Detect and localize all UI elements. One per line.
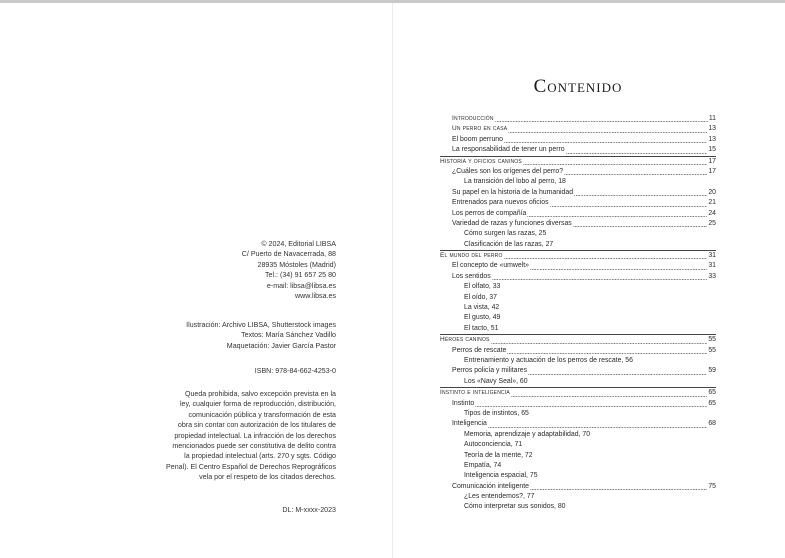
toc-leader-dots: [508, 132, 707, 133]
legal-line: mencionados puede ser constitutiva de delito contra: [172, 442, 336, 451]
toc-entry-page: 59: [708, 367, 716, 375]
toc-leader-dots: [511, 396, 707, 397]
toc-entry-label: Los sentidos: [452, 272, 491, 280]
toc-entry: [440, 229, 716, 239]
toc-leader-dots: [573, 226, 708, 227]
toc-entry-label: Perros policía y militares: [452, 367, 528, 375]
credit-line: Ilustración: Archivo LIBSA, Shutterstock images: [186, 321, 336, 329]
credit-line: Textos: María Sánchez Vadillo: [241, 331, 336, 340]
toc-entry-label: Un perro en casa: [452, 125, 508, 133]
publisher-line: C/ Puerto de Navacerrada, 88: [241, 250, 336, 259]
toc-leader-dots: [488, 427, 707, 428]
toc-entry-label: Instinto: [452, 399, 475, 407]
toc-entry-label: Cómo surgen las razas, 25: [464, 230, 547, 238]
toc-entry: [440, 303, 716, 313]
toc-entry-label: El concepto de «umwelt»: [452, 262, 529, 270]
toc-entry-label: ¿Cuáles son los orígenes del perro?: [452, 167, 564, 175]
toc-entry: [440, 272, 716, 282]
toc-entry-page: 25: [708, 219, 716, 227]
toc-entry-label: El gusto, 49: [464, 314, 501, 322]
toc-entry-label: Teoría de la mente, 72: [464, 451, 533, 459]
publisher-info: [140, 239, 336, 301]
toc-entry-label: Los «Navy Seal», 60: [464, 377, 528, 385]
page-gutter: [392, 3, 393, 558]
toc-leader-dots: [491, 343, 708, 344]
dl-line: DL: M-xxxx-2023: [282, 506, 336, 514]
toc-entry: [440, 440, 716, 450]
toc-entry: [440, 409, 716, 419]
toc-entry: [440, 209, 716, 219]
toc-entry-label: Entrenamiento y actuación de los perros de rescate, 56: [464, 356, 633, 364]
toc-leader-dots: [574, 195, 707, 196]
legal-notice: [140, 389, 336, 483]
toc-leader-dots: [475, 406, 707, 407]
toc-entry-page: 20: [708, 188, 716, 196]
toc-entry: [440, 471, 716, 481]
toc-entry: [440, 282, 716, 292]
toc-entry: [440, 451, 716, 461]
toc-entry-page: 21: [708, 199, 716, 207]
toc-entry: [440, 188, 716, 198]
toc-entry-label: La vista, 42: [464, 304, 500, 312]
toc-entry-label: Inteligencia: [452, 420, 487, 428]
toc-entry: [440, 377, 716, 387]
toc-entry-label: La transición del lobo al perro, 18: [464, 178, 566, 186]
toc-entry-label: Empatía, 74: [464, 461, 502, 469]
toc-entry-page: 17: [708, 167, 716, 175]
legal-line: Penal). El Centro Español de Derechos Reprográficos: [166, 462, 336, 471]
toc-entry-label: El tacto, 51: [464, 324, 499, 332]
toc-entry: [440, 334, 716, 345]
toc-entry: [440, 502, 716, 512]
toc-entry-page: 13: [708, 125, 716, 133]
toc-entry: [440, 356, 716, 366]
toc-entry: [440, 313, 716, 323]
toc-entry: [440, 293, 716, 303]
toc-leader-dots: [504, 142, 707, 143]
toc-entry: [440, 219, 716, 229]
table-of-contents: [440, 114, 716, 513]
legal-line: ley, cualquier forma de reproducción, distribución,: [179, 400, 336, 409]
toc-entry-page: 55: [708, 336, 716, 344]
toc-leader-dots: [492, 279, 708, 280]
toc-entry: [440, 482, 716, 492]
toc-entry-label: El olfato, 33: [464, 283, 501, 291]
publisher-line: © 2024, Editorial LIBSA: [261, 240, 336, 248]
toc-entry: [440, 124, 716, 134]
toc-entry-page: 31: [708, 262, 716, 270]
toc-leader-dots: [550, 206, 708, 207]
credits: [140, 320, 336, 351]
toc-entry: [440, 177, 716, 187]
toc-entry: [440, 250, 716, 261]
toc-leader-dots: [507, 353, 707, 354]
toc-leader-dots: [527, 216, 707, 217]
toc-entry: [440, 399, 716, 409]
toc-entry-label: Perros de rescate: [452, 346, 507, 354]
toc-entry: [440, 114, 716, 124]
publisher-line: Tel.: (34) 91 657 25 80: [265, 271, 336, 280]
toc-entry-label: Autoconciencia, 71: [464, 441, 523, 449]
isbn: [140, 366, 336, 376]
toc-leader-dots: [564, 174, 707, 175]
toc-entry-page: 33: [708, 272, 716, 280]
toc-entry: [440, 430, 716, 440]
toc-entry-label: Cómo interpretar sus sonidos, 80: [464, 503, 566, 511]
toc-entry-label: Tipos de instintos, 65: [464, 409, 529, 417]
toc-leader-dots: [530, 489, 707, 490]
legal-line: propiedad intelectual. La infracción de los derechos: [174, 431, 336, 440]
legal-line: obra sin contar con autorización de los titulares de: [177, 421, 336, 430]
toc-entry-page: 13: [708, 135, 716, 143]
toc-leader-dots: [504, 258, 708, 259]
legal-line: comunicación pública y transformación de esta: [188, 410, 336, 419]
legal-line: vela por el respeto de los citados derechos.: [199, 473, 336, 482]
toc-entry-label: El oído, 37: [464, 293, 497, 301]
toc-leader-dots: [566, 153, 708, 154]
toc-entry-label: Comunicación inteligente: [452, 482, 529, 490]
toc-title: Contenido: [533, 76, 623, 97]
toc-entry-label: Inteligencia espacial, 75: [464, 472, 538, 480]
toc-entry: [440, 461, 716, 471]
legal-line: la propiedad intelectual (arts. 270 y sgts. Código: [184, 452, 336, 461]
toc-entry-page: 24: [708, 209, 716, 217]
publisher-line: 28935 Móstoles (Madrid): [257, 260, 336, 269]
toc-entry: [440, 419, 716, 429]
toc-entry: [440, 167, 716, 177]
toc-entry-label: Memoria, aprendizaje y adaptabilidad, 70: [464, 430, 591, 438]
toc-entry-page: 31: [708, 252, 716, 260]
toc-entry: [440, 198, 716, 208]
credit-line: Maquetación: Javier García Pastor: [226, 341, 336, 350]
toc-leader-dots: [523, 164, 707, 165]
toc-leader-dots: [495, 121, 708, 122]
toc-entry: [440, 145, 716, 155]
toc-entry-label: Historia y oficios caninos: [440, 157, 522, 165]
toc-entry-label: Instinto e inteligencia: [440, 389, 510, 397]
toc-entry-label: Héroes caninos: [440, 336, 490, 344]
toc-entry-label: Los perros de compañía: [452, 209, 527, 217]
toc-entry-page: 75: [708, 482, 716, 490]
toc-entry-page: 68: [708, 420, 716, 428]
toc-entry-page: 15: [708, 146, 716, 154]
publisher-line: www.libsa.es: [295, 292, 336, 301]
toc-leader-dots: [530, 269, 707, 270]
toc-entry-label: Entrenados para nuevos oficios: [452, 199, 549, 207]
toc-entry: [440, 240, 716, 250]
toc-entry: [440, 135, 716, 145]
toc-entry-label: Clasificación de las razas, 27: [464, 240, 554, 248]
toc-entry-label: ¿Les entendemos?, 77: [464, 493, 535, 501]
publisher-line: e-mail: libsa@libsa.es: [266, 281, 336, 290]
toc-entry: [440, 492, 716, 502]
toc-entry-page: 55: [708, 346, 716, 354]
legal-line: Queda prohibida, salvo excepción prevista en la: [184, 390, 336, 398]
toc-entry-label: El boom perruno: [452, 135, 503, 143]
toc-entry: [440, 156, 716, 167]
toc-entry-page: 65: [708, 389, 716, 397]
toc-entry-label: Variedad de razas y funciones diversas: [452, 219, 572, 227]
toc-entry: [440, 346, 716, 356]
toc-entry: [440, 366, 716, 376]
toc-entry: [440, 324, 716, 334]
isbn-line: ISBN: 978-84-662-4253-0: [254, 367, 336, 375]
toc-entry: [440, 261, 716, 271]
toc-entry-page: 11: [708, 115, 716, 122]
legal-deposit: [140, 505, 336, 515]
toc-entry-label: El mundo del perro: [440, 252, 503, 260]
toc-leader-dots: [528, 374, 707, 375]
toc-entry: [440, 387, 716, 398]
toc-entry-label: Su papel en la historia de la humanidad: [452, 188, 574, 196]
toc-entry-label: La responsabilidad de tener un perro: [452, 146, 565, 154]
toc-entry-label: Introducción: [452, 115, 494, 122]
toc-entry-page: 17: [708, 157, 716, 165]
toc-entry-page: 65: [708, 399, 716, 407]
